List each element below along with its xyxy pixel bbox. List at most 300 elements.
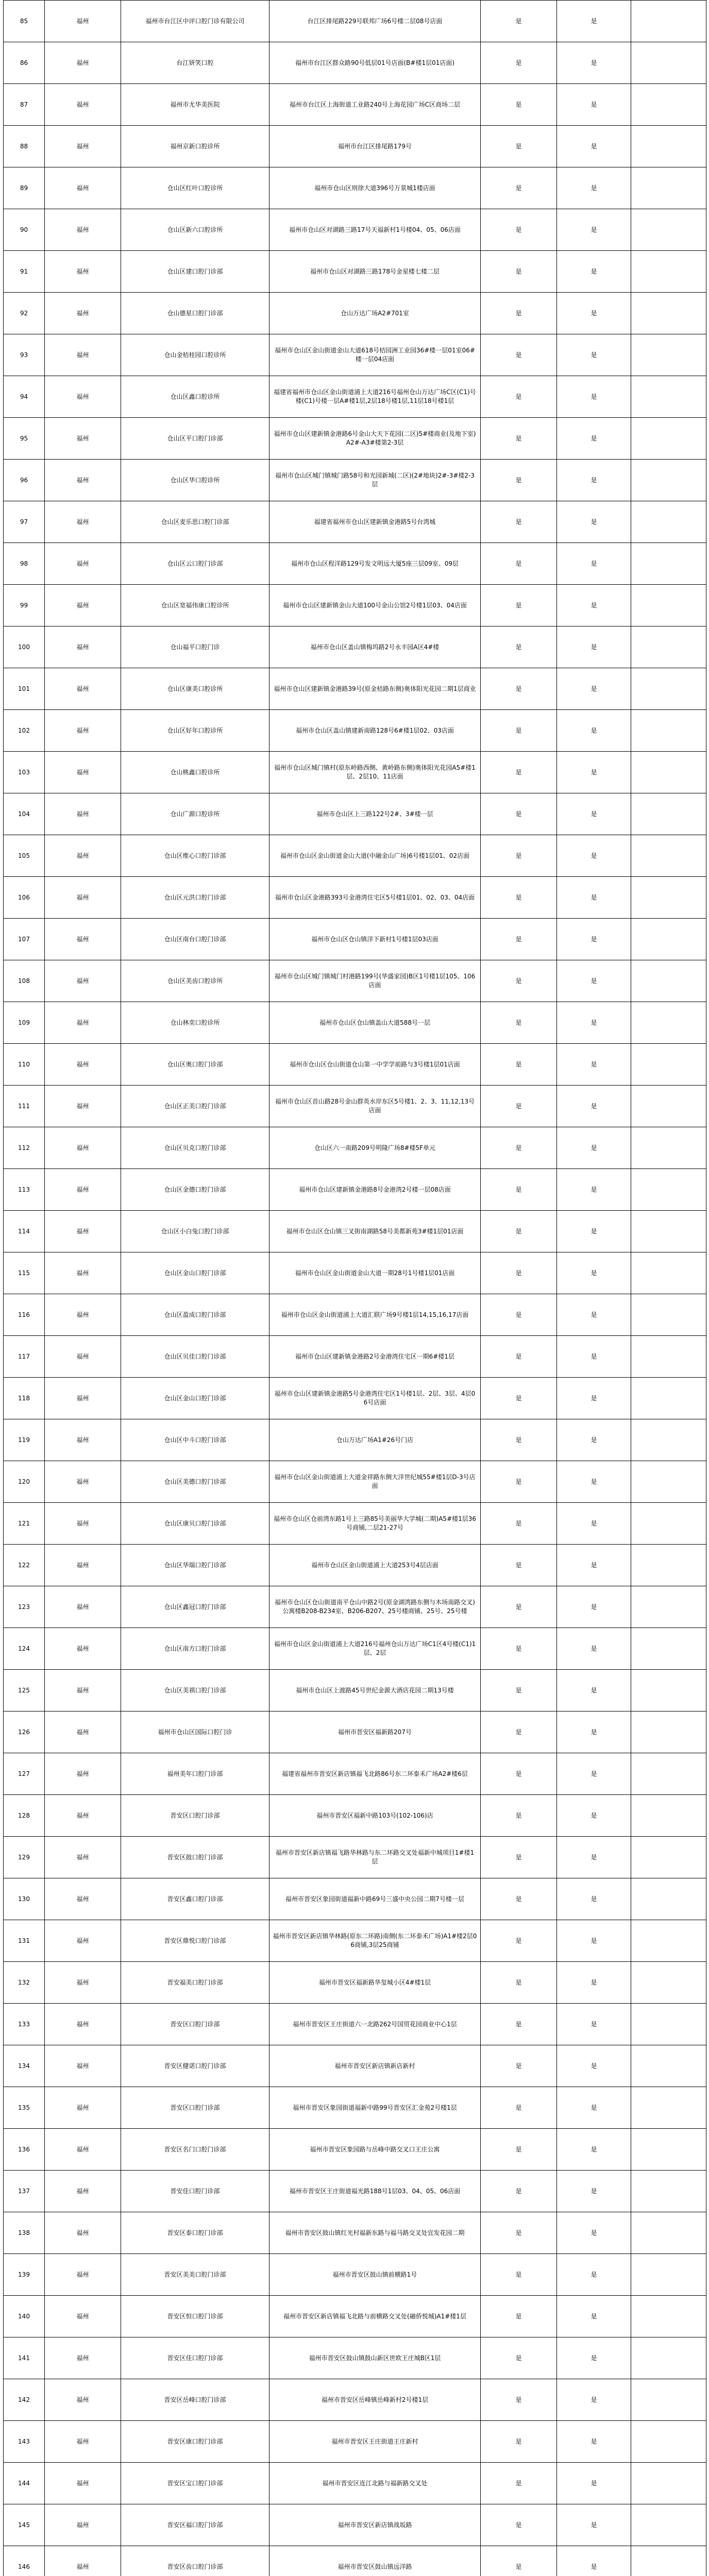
row-flag-b: 是	[557, 334, 631, 376]
row-flag-a: 是	[481, 501, 557, 543]
row-clinic-name: 仓山区平口腔门诊部	[121, 418, 269, 460]
table-row	[4, 1503, 706, 1545]
table-row	[4, 1, 706, 42]
row-city: 福州	[45, 1211, 121, 1252]
row-clinic-name: 仓山区美祺口腔门诊部	[121, 1670, 269, 1711]
row-flag-b: 是	[557, 1, 631, 42]
table-row	[4, 376, 706, 418]
table-row	[4, 585, 706, 626]
row-blank	[631, 1920, 706, 1962]
row-flag-b: 是	[557, 1044, 631, 1086]
row-city: 福州	[45, 418, 121, 460]
row-flag-a: 是	[481, 1127, 557, 1169]
row-flag-a: 是	[481, 1002, 557, 1044]
row-flag-b: 是	[557, 2463, 631, 2504]
row-flag-a: 是	[481, 1378, 557, 1419]
table-row	[4, 2546, 706, 2576]
row-city: 福州	[45, 2337, 121, 2379]
row-flag-a: 是	[481, 1962, 557, 2004]
row-number: 113	[4, 1169, 45, 1211]
row-clinic-name: 晋安区美美口腔门诊部	[121, 2254, 269, 2296]
row-flag-a: 是	[481, 167, 557, 209]
row-clinic-name: 晋安区口腔门诊部	[121, 2004, 269, 2045]
table-row	[4, 1044, 706, 1086]
row-flag-b: 是	[557, 1252, 631, 1294]
row-number: 138	[4, 2212, 45, 2254]
row-flag-b: 是	[557, 1711, 631, 1753]
table-row	[4, 1127, 706, 1169]
row-clinic-name: 福州美年口腔门诊部	[121, 1753, 269, 1795]
row-city: 福州	[45, 1419, 121, 1461]
row-flag-a: 是	[481, 126, 557, 167]
row-blank	[631, 1, 706, 42]
row-clinic-name: 仓山区维心口腔门诊部	[121, 835, 269, 877]
row-city: 福州	[45, 293, 121, 334]
row-blank	[631, 2504, 706, 2546]
row-number: 107	[4, 919, 45, 960]
row-number: 112	[4, 1127, 45, 1169]
row-address: 福州市晋安区新店镇华林路(原东二环路)南侧(东二环泰禾广场)A1#楼2层06商铺,3层25商铺	[269, 1920, 481, 1962]
row-flag-a: 是	[481, 1086, 557, 1127]
row-blank	[631, 793, 706, 835]
row-city: 福州	[45, 752, 121, 793]
row-number: 125	[4, 1670, 45, 1711]
row-clinic-name: 晋安区泰口腔门诊部	[121, 2212, 269, 2254]
row-number: 94	[4, 376, 45, 418]
row-address: 福州市仓山区程洋路129号发文明远大厦5座三层09室、09层	[269, 543, 481, 585]
table-row	[4, 2421, 706, 2463]
row-flag-b: 是	[557, 1878, 631, 1920]
row-flag-a: 是	[481, 752, 557, 793]
row-flag-b: 是	[557, 1419, 631, 1461]
row-city: 福州	[45, 2212, 121, 2254]
row-blank	[631, 2087, 706, 2129]
row-blank	[631, 1002, 706, 1044]
row-clinic-name: 晋安区口腔门诊部	[121, 1795, 269, 1837]
row-flag-a: 是	[481, 460, 557, 501]
row-flag-a: 是	[481, 42, 557, 84]
row-number: 104	[4, 793, 45, 835]
clinic-table-body	[4, 1, 706, 2576]
row-blank	[631, 2004, 706, 2045]
row-city: 福州	[45, 877, 121, 919]
row-blank	[631, 2421, 706, 2463]
row-address: 福州市晋安区连江北路与福新路交叉处	[269, 2463, 481, 2504]
row-address: 台江区排尾路229号联邦广场6号楼二层08号店面	[269, 1, 481, 42]
row-address: 福州市晋安区鼓山镇远洋路	[269, 2546, 481, 2576]
row-number: 97	[4, 501, 45, 543]
row-city: 福州	[45, 1586, 121, 1628]
row-flag-a: 是	[481, 2045, 557, 2087]
row-address: 福州市晋安区新店镇福飞路华林路与东二环路交叉处福新中城项目1#楼1层	[269, 1837, 481, 1878]
row-blank	[631, 1461, 706, 1503]
row-flag-b: 是	[557, 1169, 631, 1211]
row-number: 131	[4, 1920, 45, 1962]
row-number: 143	[4, 2421, 45, 2463]
row-address: 福州市仓山区盖山镇建新南路128号6#楼1层02、03店面	[269, 710, 481, 752]
table-row	[4, 710, 706, 752]
row-number: 100	[4, 626, 45, 668]
row-blank	[631, 2212, 706, 2254]
table-row	[4, 1378, 706, 1419]
row-blank	[631, 835, 706, 877]
row-flag-b: 是	[557, 585, 631, 626]
row-clinic-name: 仓山区正美口腔门诊部	[121, 1086, 269, 1127]
row-number: 92	[4, 293, 45, 334]
row-clinic-name: 晋安佳口腔门诊部	[121, 2171, 269, 2212]
row-number: 103	[4, 752, 45, 793]
row-flag-b: 是	[557, 209, 631, 251]
row-number: 87	[4, 84, 45, 126]
row-flag-b: 是	[557, 543, 631, 585]
row-flag-a: 是	[481, 2129, 557, 2171]
row-city: 福州	[45, 1169, 121, 1211]
row-address: 福州市仓山区建新镇金港路6号金山大天下花园(二区)5#楼商业(及地下室)A2#-A3#楼第2-3层	[269, 418, 481, 460]
row-number: 99	[4, 585, 45, 626]
row-flag-a: 是	[481, 1711, 557, 1753]
row-clinic-name: 仓山德星口腔门诊部	[121, 293, 269, 334]
row-flag-a: 是	[481, 251, 557, 293]
row-address: 福州市仓山区建新镇金山大道100号金山公馆2号楼1层03、04店面	[269, 585, 481, 626]
row-city: 福州	[45, 334, 121, 376]
table-row	[4, 126, 706, 167]
row-blank	[631, 2546, 706, 2576]
row-flag-a: 是	[481, 1169, 557, 1211]
table-row	[4, 293, 706, 334]
row-city: 福州	[45, 960, 121, 1002]
row-clinic-name: 晋安区鼎悦口腔门诊部	[121, 1920, 269, 1962]
row-clinic-name: 晋安区福口腔门诊部	[121, 2504, 269, 2546]
row-city: 福州	[45, 501, 121, 543]
row-blank	[631, 2337, 706, 2379]
row-blank	[631, 460, 706, 501]
row-number: 117	[4, 1336, 45, 1378]
row-number: 130	[4, 1878, 45, 1920]
row-flag-a: 是	[481, 2421, 557, 2463]
row-flag-a: 是	[481, 1628, 557, 1670]
row-city: 福州	[45, 1461, 121, 1503]
row-flag-b: 是	[557, 1586, 631, 1628]
row-number: 120	[4, 1461, 45, 1503]
row-address: 福州市晋安区王庄街道王庄新村	[269, 2421, 481, 2463]
row-address: 福州市台江区排尾路179号	[269, 126, 481, 167]
row-flag-b: 是	[557, 668, 631, 710]
row-blank	[631, 1044, 706, 1086]
row-number: 136	[4, 2129, 45, 2171]
row-address: 福州市晋安区福新中路103号(102-106)店	[269, 1795, 481, 1837]
row-flag-a: 是	[481, 793, 557, 835]
row-number: 126	[4, 1711, 45, 1753]
row-clinic-name: 福州市尤华美医院	[121, 84, 269, 126]
row-clinic-name: 台江妍笑口腔	[121, 42, 269, 84]
row-blank	[631, 543, 706, 585]
table-row	[4, 626, 706, 668]
row-blank	[631, 2254, 706, 2296]
row-number: 118	[4, 1378, 45, 1419]
table-row	[4, 1753, 706, 1795]
row-number: 139	[4, 2254, 45, 2296]
row-city: 福州	[45, 1962, 121, 2004]
row-city: 福州	[45, 1795, 121, 1837]
row-flag-a: 是	[481, 1503, 557, 1545]
row-address: 福州市仓山区仓山镇盖山大道588号一层	[269, 1002, 481, 1044]
table-row	[4, 543, 706, 585]
row-address: 福州市仓山区金港路393号金港湾住宅区5号楼1层01、02、03、04店面	[269, 877, 481, 919]
row-flag-b: 是	[557, 877, 631, 919]
row-flag-b: 是	[557, 1795, 631, 1837]
table-row	[4, 1795, 706, 1837]
row-flag-b: 是	[557, 1628, 631, 1670]
row-flag-b: 是	[557, 1920, 631, 1962]
row-city: 福州	[45, 2045, 121, 2087]
row-flag-b: 是	[557, 1086, 631, 1127]
row-city: 福州	[45, 2546, 121, 2576]
row-flag-b: 是	[557, 418, 631, 460]
row-number: 140	[4, 2296, 45, 2337]
row-blank	[631, 1378, 706, 1419]
row-flag-a: 是	[481, 1461, 557, 1503]
row-number: 93	[4, 334, 45, 376]
table-row	[4, 2129, 706, 2171]
row-address: 福州市仓山区仓山街道南平仓山中路2号(原金湖湾路东侧与木场南路交叉)公寓楼B208-B234室、B206-B207、25号楼商铺、25号、25号楼	[269, 1586, 481, 1628]
row-flag-b: 是	[557, 1503, 631, 1545]
row-flag-a: 是	[481, 2254, 557, 2296]
row-clinic-name: 仓山区华瑞口腔门诊部	[121, 1545, 269, 1586]
row-city: 福州	[45, 1545, 121, 1586]
row-flag-a: 是	[481, 585, 557, 626]
row-address: 福建省福州市晋安区新店镇福飞北路86号东二环泰禾广场A2#楼6层	[269, 1753, 481, 1795]
row-number: 127	[4, 1753, 45, 1795]
row-flag-a: 是	[481, 877, 557, 919]
row-flag-a: 是	[481, 84, 557, 126]
row-number: 115	[4, 1252, 45, 1294]
row-number: 142	[4, 2379, 45, 2421]
row-city: 福州	[45, 376, 121, 418]
row-flag-a: 是	[481, 1, 557, 42]
row-blank	[631, 877, 706, 919]
row-number: 85	[4, 1, 45, 42]
row-clinic-name: 仓山金桔桂园口腔诊所	[121, 334, 269, 376]
row-blank	[631, 2379, 706, 2421]
row-city: 福州	[45, 1127, 121, 1169]
row-flag-a: 是	[481, 835, 557, 877]
row-flag-a: 是	[481, 1336, 557, 1378]
row-address: 福州市晋安区福新路207号	[269, 1711, 481, 1753]
row-flag-a: 是	[481, 2212, 557, 2254]
row-clinic-name: 仓山区鑫口腔诊所	[121, 376, 269, 418]
row-blank	[631, 167, 706, 209]
table-row	[4, 1711, 706, 1753]
row-blank	[631, 960, 706, 1002]
row-address: 福州市晋安区新店镇新店新村	[269, 2045, 481, 2087]
row-number: 133	[4, 2004, 45, 2045]
row-address: 福州市仓山区盖山镇梅坞路2号永丰园A区4#楼	[269, 626, 481, 668]
row-city: 福州	[45, 1670, 121, 1711]
row-address: 福州市仓山区金山街道金山大道618号桔园洲工业园36#楼一层01室06#楼一层04店面	[269, 334, 481, 376]
table-row	[4, 1169, 706, 1211]
row-address: 福州市台江区上海街道工业路240号上海花园广场C区商场二层	[269, 84, 481, 126]
row-city: 福州	[45, 710, 121, 752]
row-city: 福州	[45, 126, 121, 167]
row-blank	[631, 251, 706, 293]
row-clinic-name: 仓山区建口腔门诊部	[121, 251, 269, 293]
row-city: 福州	[45, 1628, 121, 1670]
row-blank	[631, 1795, 706, 1837]
row-clinic-name: 仓山广源口腔诊所	[121, 793, 269, 835]
row-address: 福州市仓山区则徐大道396号万景城1楼店面	[269, 167, 481, 209]
row-flag-b: 是	[557, 2504, 631, 2546]
row-flag-b: 是	[557, 1753, 631, 1795]
row-address: 福州市晋安区象园街道福新中路99号晋安区汇金苑2号楼1层	[269, 2087, 481, 2129]
row-flag-b: 是	[557, 1002, 631, 1044]
row-flag-b: 是	[557, 2254, 631, 2296]
row-city: 福州	[45, 460, 121, 501]
row-clinic-name: 仓山区康贝口腔门诊部	[121, 1503, 269, 1545]
row-clinic-name: 仓山区中斗口腔门诊部	[121, 1419, 269, 1461]
table-row	[4, 2254, 706, 2296]
row-clinic-name: 晋安区康口腔门诊部	[121, 2421, 269, 2463]
row-blank	[631, 1419, 706, 1461]
row-address: 福州市仓山区上渡路45号世纪金源大酒店花园二期13号楼	[269, 1670, 481, 1711]
row-city: 福州	[45, 209, 121, 251]
table-row	[4, 2337, 706, 2379]
row-clinic-name: 福州京新口腔诊所	[121, 126, 269, 167]
row-flag-a: 是	[481, 1795, 557, 1837]
row-number: 121	[4, 1503, 45, 1545]
row-number: 119	[4, 1419, 45, 1461]
row-flag-a: 是	[481, 1878, 557, 1920]
row-flag-b: 是	[557, 501, 631, 543]
row-number: 137	[4, 2171, 45, 2212]
row-number: 135	[4, 2087, 45, 2129]
row-city: 福州	[45, 2463, 121, 2504]
row-number: 98	[4, 543, 45, 585]
row-number: 146	[4, 2546, 45, 2576]
row-address: 福州市台江区群众路90号低层01号店面(B#楼1层01店面)	[269, 42, 481, 84]
row-address: 福州市仓山区仓山街道仓山第一中学学前路与3号楼1层01店面	[269, 1044, 481, 1086]
row-number: 114	[4, 1211, 45, 1252]
row-clinic-name: 晋安区鼓口腔门诊部	[121, 1837, 269, 1878]
row-flag-b: 是	[557, 835, 631, 877]
row-city: 福州	[45, 1294, 121, 1336]
table-row	[4, 209, 706, 251]
row-flag-b: 是	[557, 626, 631, 668]
table-row	[4, 1419, 706, 1461]
row-number: 116	[4, 1294, 45, 1336]
row-flag-b: 是	[557, 710, 631, 752]
row-clinic-name: 晋安区名门口腔门诊部	[121, 2129, 269, 2171]
row-blank	[631, 42, 706, 84]
row-number: 111	[4, 1086, 45, 1127]
row-number: 108	[4, 960, 45, 1002]
row-blank	[631, 1086, 706, 1127]
row-city: 福州	[45, 1920, 121, 1962]
row-address: 福州市仓山区金山街道浦上大道216号福州仓山万达广场C1区4号楼(C1)1层、2层	[269, 1628, 481, 1670]
row-address: 福州市晋安区象园路与岳峰中路交叉口王庄公寓	[269, 2129, 481, 2171]
row-clinic-name: 仓山区盈成口腔门诊部	[121, 1294, 269, 1336]
row-clinic-name: 仓山区金山口腔门诊部	[121, 1252, 269, 1294]
row-address: 福建省福州市仓山区建新镇金港路5号台湾城	[269, 501, 481, 543]
row-address: 福州市晋安区象园街道福新中路69号三盛中央公园二期7号楼一层	[269, 1878, 481, 1920]
row-clinic-name: 晋安区健诺口腔门诊部	[121, 2045, 269, 2087]
row-flag-a: 是	[481, 209, 557, 251]
row-flag-b: 是	[557, 1962, 631, 2004]
row-flag-a: 是	[481, 2546, 557, 2576]
table-row	[4, 2087, 706, 2129]
row-number: 132	[4, 1962, 45, 2004]
row-number: 109	[4, 1002, 45, 1044]
row-clinic-name: 仓山区贝佳口腔门诊部	[121, 1336, 269, 1378]
row-flag-b: 是	[557, 1837, 631, 1878]
row-blank	[631, 1837, 706, 1878]
row-clinic-name: 仓山区元洪口腔门诊部	[121, 877, 269, 919]
row-flag-b: 是	[557, 84, 631, 126]
row-flag-a: 是	[481, 626, 557, 668]
row-city: 福州	[45, 668, 121, 710]
row-flag-a: 是	[481, 1211, 557, 1252]
row-flag-b: 是	[557, 126, 631, 167]
table-row	[4, 1336, 706, 1378]
row-blank	[631, 2171, 706, 2212]
row-clinic-name: 仓山林奕口腔诊所	[121, 1002, 269, 1044]
row-blank	[631, 710, 706, 752]
row-blank	[631, 1169, 706, 1211]
row-clinic-name: 仓山区华口腔诊所	[121, 460, 269, 501]
row-flag-a: 是	[481, 418, 557, 460]
row-address: 福州市晋安区鼓山镇鼓山新区世欧王庄城B区1层	[269, 2337, 481, 2379]
row-number: 89	[4, 167, 45, 209]
row-blank	[631, 2045, 706, 2087]
row-clinic-name: 仓山区南方口腔门诊部	[121, 1628, 269, 1670]
row-clinic-name: 晋安福美口腔门诊部	[121, 1962, 269, 2004]
table-row	[4, 2212, 706, 2254]
row-flag-b: 是	[557, 919, 631, 960]
row-address: 福州市仓山区金山街道浦上大道金祥路东侧大洋世纪城55#楼1层D-3号店面	[269, 1461, 481, 1503]
row-address: 福州市仓山区金山街道金山大道一期28号1号楼1层01店面	[269, 1252, 481, 1294]
table-row	[4, 1086, 706, 1127]
row-flag-b: 是	[557, 1336, 631, 1378]
table-row	[4, 668, 706, 710]
table-row	[4, 2004, 706, 2045]
row-flag-a: 是	[481, 2171, 557, 2212]
row-city: 福州	[45, 1044, 121, 1086]
row-clinic-name: 晋安区鑫口腔门诊部	[121, 1878, 269, 1920]
row-clinic-name: 仓山区金德口腔门诊部	[121, 1169, 269, 1211]
row-flag-a: 是	[481, 293, 557, 334]
table-row	[4, 2171, 706, 2212]
table-row	[4, 1586, 706, 1628]
row-flag-a: 是	[481, 1920, 557, 1962]
row-flag-a: 是	[481, 2379, 557, 2421]
row-city: 福州	[45, 2004, 121, 2045]
row-flag-a: 是	[481, 1419, 557, 1461]
row-number: 95	[4, 418, 45, 460]
table-row	[4, 919, 706, 960]
row-blank	[631, 1294, 706, 1336]
table-row	[4, 1628, 706, 1670]
row-city: 福州	[45, 626, 121, 668]
row-clinic-name: 仓山区麦乐思口腔门诊部	[121, 501, 269, 543]
row-address: 福州市仓山区建新镇金港路39号(原金桔路东侧)奥体阳光花园二期1层商业	[269, 668, 481, 710]
row-city: 福州	[45, 167, 121, 209]
row-clinic-name: 晋安区齿口腔门诊部	[121, 2546, 269, 2576]
row-number: 129	[4, 1837, 45, 1878]
row-flag-a: 是	[481, 334, 557, 376]
row-flag-a: 是	[481, 710, 557, 752]
row-clinic-name: 仓山区云口腔门诊部	[121, 543, 269, 585]
row-flag-b: 是	[557, 1294, 631, 1336]
row-flag-b: 是	[557, 2212, 631, 2254]
